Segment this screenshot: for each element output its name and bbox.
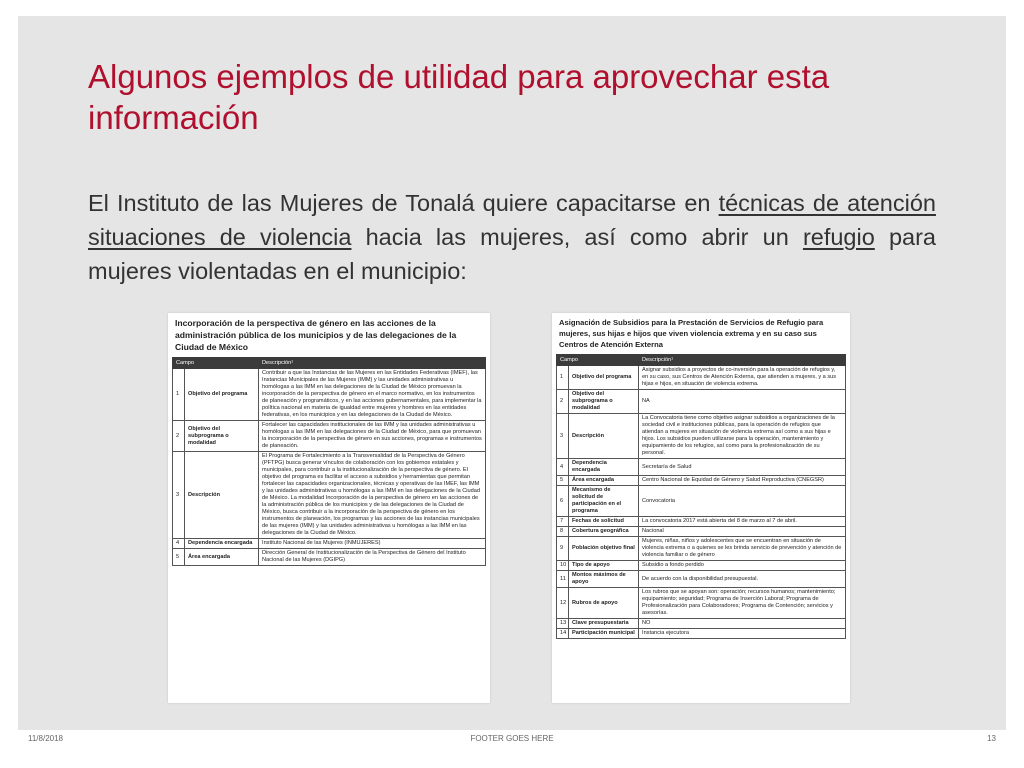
row-description: Subsidio a fondo perdido <box>639 561 846 571</box>
table-header-row <box>173 358 486 369</box>
column-header-campo: Campo <box>557 355 639 366</box>
body-text-underlined-1: técnicas de atención situaciones de violencia <box>88 190 936 250</box>
row-number: 10 <box>557 561 569 571</box>
column-header-descripcion: Descripción¹ <box>259 358 486 369</box>
row-number: 1 <box>557 366 569 390</box>
row-field: Objetivo del programa <box>569 366 639 390</box>
row-number: 3 <box>557 414 569 459</box>
table-row <box>557 537 846 561</box>
row-description: Dirección General de Institucionalización de la Perspectiva de Género del Instituto Nacional de las Mujeres (DGIPG) <box>259 549 486 566</box>
row-description: Convocatoria <box>639 486 846 517</box>
row-field: Objetivo del subprograma o modalidad <box>185 421 259 452</box>
row-field: Área encargada <box>569 476 639 486</box>
row-field: Rubros de apoyo <box>569 588 639 619</box>
table-row <box>557 366 846 390</box>
table-row <box>557 527 846 537</box>
row-description: NA <box>639 390 846 414</box>
row-number: 14 <box>557 629 569 639</box>
row-number: 2 <box>557 390 569 414</box>
program-spec-table <box>172 357 486 566</box>
row-description: La Convocatoria tiene como objetivo asignar subsidios a organizaciones de la sociedad civil e instituciones públicas, para la operación de refugios que atiendan a mujeres en situación de violencia extrema así como a sus hijas e hijos. Los subsidios pueden utilizarse para la operación, mantenimiento y equipamiento de los refugios, así como para la profesionalización de su personal. <box>639 414 846 459</box>
table-row <box>173 421 486 452</box>
program-document-right <box>552 313 850 703</box>
table-header-row <box>557 355 846 366</box>
row-field: Fechas de solicitud <box>569 517 639 527</box>
row-number: 13 <box>557 619 569 629</box>
row-description: El Programa de Fortalecimiento a la Transversalidad de la Perspectiva de Género (PFTPG) busca generar vínculos de colaboración con los gobiernos estatales y municipales, para contribuir a la institucionalización de la perspectiva de género. El objetivo del programa es facilitar el acceso a subsidios y herramientas que permitan fortalecer las capacidades organizacionales, técnicas y operativas de las IMEF, las IMM y las unidades administrativas u homólogas a las IMM en las delegaciones de la Ciudad de México. La modalidad Incorporación de la perspectiva de género en las acciones de la administración pública de los municipios y de las delegaciones de la Ciudad de México, busca contribuir a la incorporación de la perspectiva de género en los instrumentos de planeación, los programas y las acciones de las instancias municipales de las mujeres (IMM) y las unidades administrativas u homólogas a las IMM en las delegaciones de la Ciudad de México. <box>259 452 486 539</box>
table-row <box>173 369 486 421</box>
column-header-campo: Campo <box>173 358 259 369</box>
row-description: Contribuir a que las Instancias de las Mujeres en las Entidades Federativas (IMEF), las Instancias Municipales de las Mujeres (IMM) y las unidades administrativas u homólogas a las IMM en las delegaciones de la Ciudad de México promuevan la incorporación de la perspectiva de género en el marco normativo, en los instrumentos de planeación y programáticos, y en las acciones gubernamentales, para implementar la política nacional en materia de igualdad entre mujeres y hombres en las entidades federativas, en los municipios y en las delegaciones de la Ciudad de México. <box>259 369 486 421</box>
row-number: 3 <box>173 452 185 539</box>
row-field: Montos máximos de apoyo <box>569 571 639 588</box>
table-row <box>557 571 846 588</box>
table-body <box>173 369 486 566</box>
row-description: Secretaría de Salud <box>639 459 846 476</box>
row-field: Población objetivo final <box>569 537 639 561</box>
row-number: 7 <box>557 517 569 527</box>
row-description: Centro Nacional de Equidad de Género y Salud Reproductiva (CNEGSR) <box>639 476 846 486</box>
row-number: 9 <box>557 537 569 561</box>
row-number: 12 <box>557 588 569 619</box>
table-row <box>557 459 846 476</box>
body-text-underlined-2: refugio <box>802 224 875 250</box>
table-row <box>557 561 846 571</box>
row-number: 5 <box>173 549 185 566</box>
row-description: Fortalecer las capacidades institucionales de las IMM y las unidades administrativas u homólogas a las IMM en las delegaciones de la Ciudad de México, para que promuevan la incorporación de la perspectiva de género en sus acciones, programas e instrumentos de planeación. <box>259 421 486 452</box>
row-field: Dependencia encargada <box>185 539 259 549</box>
table-row <box>557 414 846 459</box>
row-number: 5 <box>557 476 569 486</box>
row-description: Instituto Nacional de las Mujeres (INMUJERES) <box>259 539 486 549</box>
row-description: Los rubros que se apoyan son: operación; recursos humanos; mantenimiento; equipamiento; seguridad; Programa de Inserción Laboral; Programa de Profesionalización para Colaboradores; Programa de Contención; servicios y asesorías. <box>639 588 846 619</box>
row-description: Asignar subsidios a proyectos de co-inversión para la operación de refugios y, en su caso, sus Centros de Atención Externa, que atienden a mujeres, y a sus hijas e hijos, en situación de violencia extrema. <box>639 366 846 390</box>
row-number: 6 <box>557 486 569 517</box>
program-document-left <box>168 313 490 703</box>
page-number: 13 <box>987 734 996 743</box>
table-row <box>557 486 846 517</box>
footer-date: 11/8/2018 <box>28 734 63 743</box>
row-description: La convocatoria 2017 está abierta del 8 de marzo al 7 de abril. <box>639 517 846 527</box>
row-number: 4 <box>557 459 569 476</box>
document-heading: Incorporación de la perspectiva de género en las acciones de la administración pública de los municipios y de las delegaciones de la Ciudad de México <box>175 318 457 352</box>
row-field: Objetivo del programa <box>185 369 259 421</box>
row-field: Mecanismo de solicitud de participación en el programa <box>569 486 639 517</box>
table-row <box>557 619 846 629</box>
row-number: 1 <box>173 369 185 421</box>
row-field: Clave presupuestaria <box>569 619 639 629</box>
row-field: Cobertura geográfica <box>569 527 639 537</box>
row-number: 11 <box>557 571 569 588</box>
row-field: Dependencia encargada <box>569 459 639 476</box>
row-description: Nacional <box>639 527 846 537</box>
footer-text: FOOTER GOES HERE <box>470 734 554 743</box>
row-number: 8 <box>557 527 569 537</box>
table-body <box>557 366 846 639</box>
table-row <box>557 629 846 639</box>
row-description: Mujeres, niñas, niños y adolescentes que se encuentran en situación de violencia extrema o a quienes se les brinda servicio de prevención y atención de violencia familiar o de género <box>639 537 846 561</box>
table-row <box>173 452 486 539</box>
row-field: Participación municipal <box>569 629 639 639</box>
row-field: Descripción <box>569 414 639 459</box>
table-row <box>173 549 486 566</box>
document-heading: Asignación de Subsidios para la Prestación de Servicios de Refugio para mujeres, sus hijas e hijos que viven violencia extrema y en su caso sus Centros de Atención Externa <box>559 318 824 349</box>
table-row <box>557 476 846 486</box>
table-row <box>173 539 486 549</box>
row-description: De acuerdo con la disponibilidad presupuestal. <box>639 571 846 588</box>
column-header-descripcion: Descripción¹ <box>639 355 846 366</box>
body-text-part-3: para mujeres violentadas en el municipio: <box>88 224 936 284</box>
table-row <box>557 588 846 619</box>
row-field: Área encargada <box>185 549 259 566</box>
program-spec-table <box>556 354 846 639</box>
row-field: Objetivo del subprograma o modalidad <box>569 390 639 414</box>
slide-title: Algunos ejemplos de utilidad para aprovechar esta información <box>88 58 830 136</box>
row-number: 4 <box>173 539 185 549</box>
row-description: NO <box>639 619 846 629</box>
table-row <box>557 517 846 527</box>
row-field: Tipo de apoyo <box>569 561 639 571</box>
row-field: Descripción <box>185 452 259 539</box>
slide-body-text <box>88 186 936 288</box>
body-text-part-1: El Instituto de las Mujeres de Tonalá quiere capacitarse en <box>88 190 719 216</box>
row-description: Instancia ejecutora <box>639 629 846 639</box>
table-row <box>557 390 846 414</box>
row-number: 2 <box>173 421 185 452</box>
body-text-part-2: hacia las mujeres, así como abrir un <box>351 224 803 250</box>
